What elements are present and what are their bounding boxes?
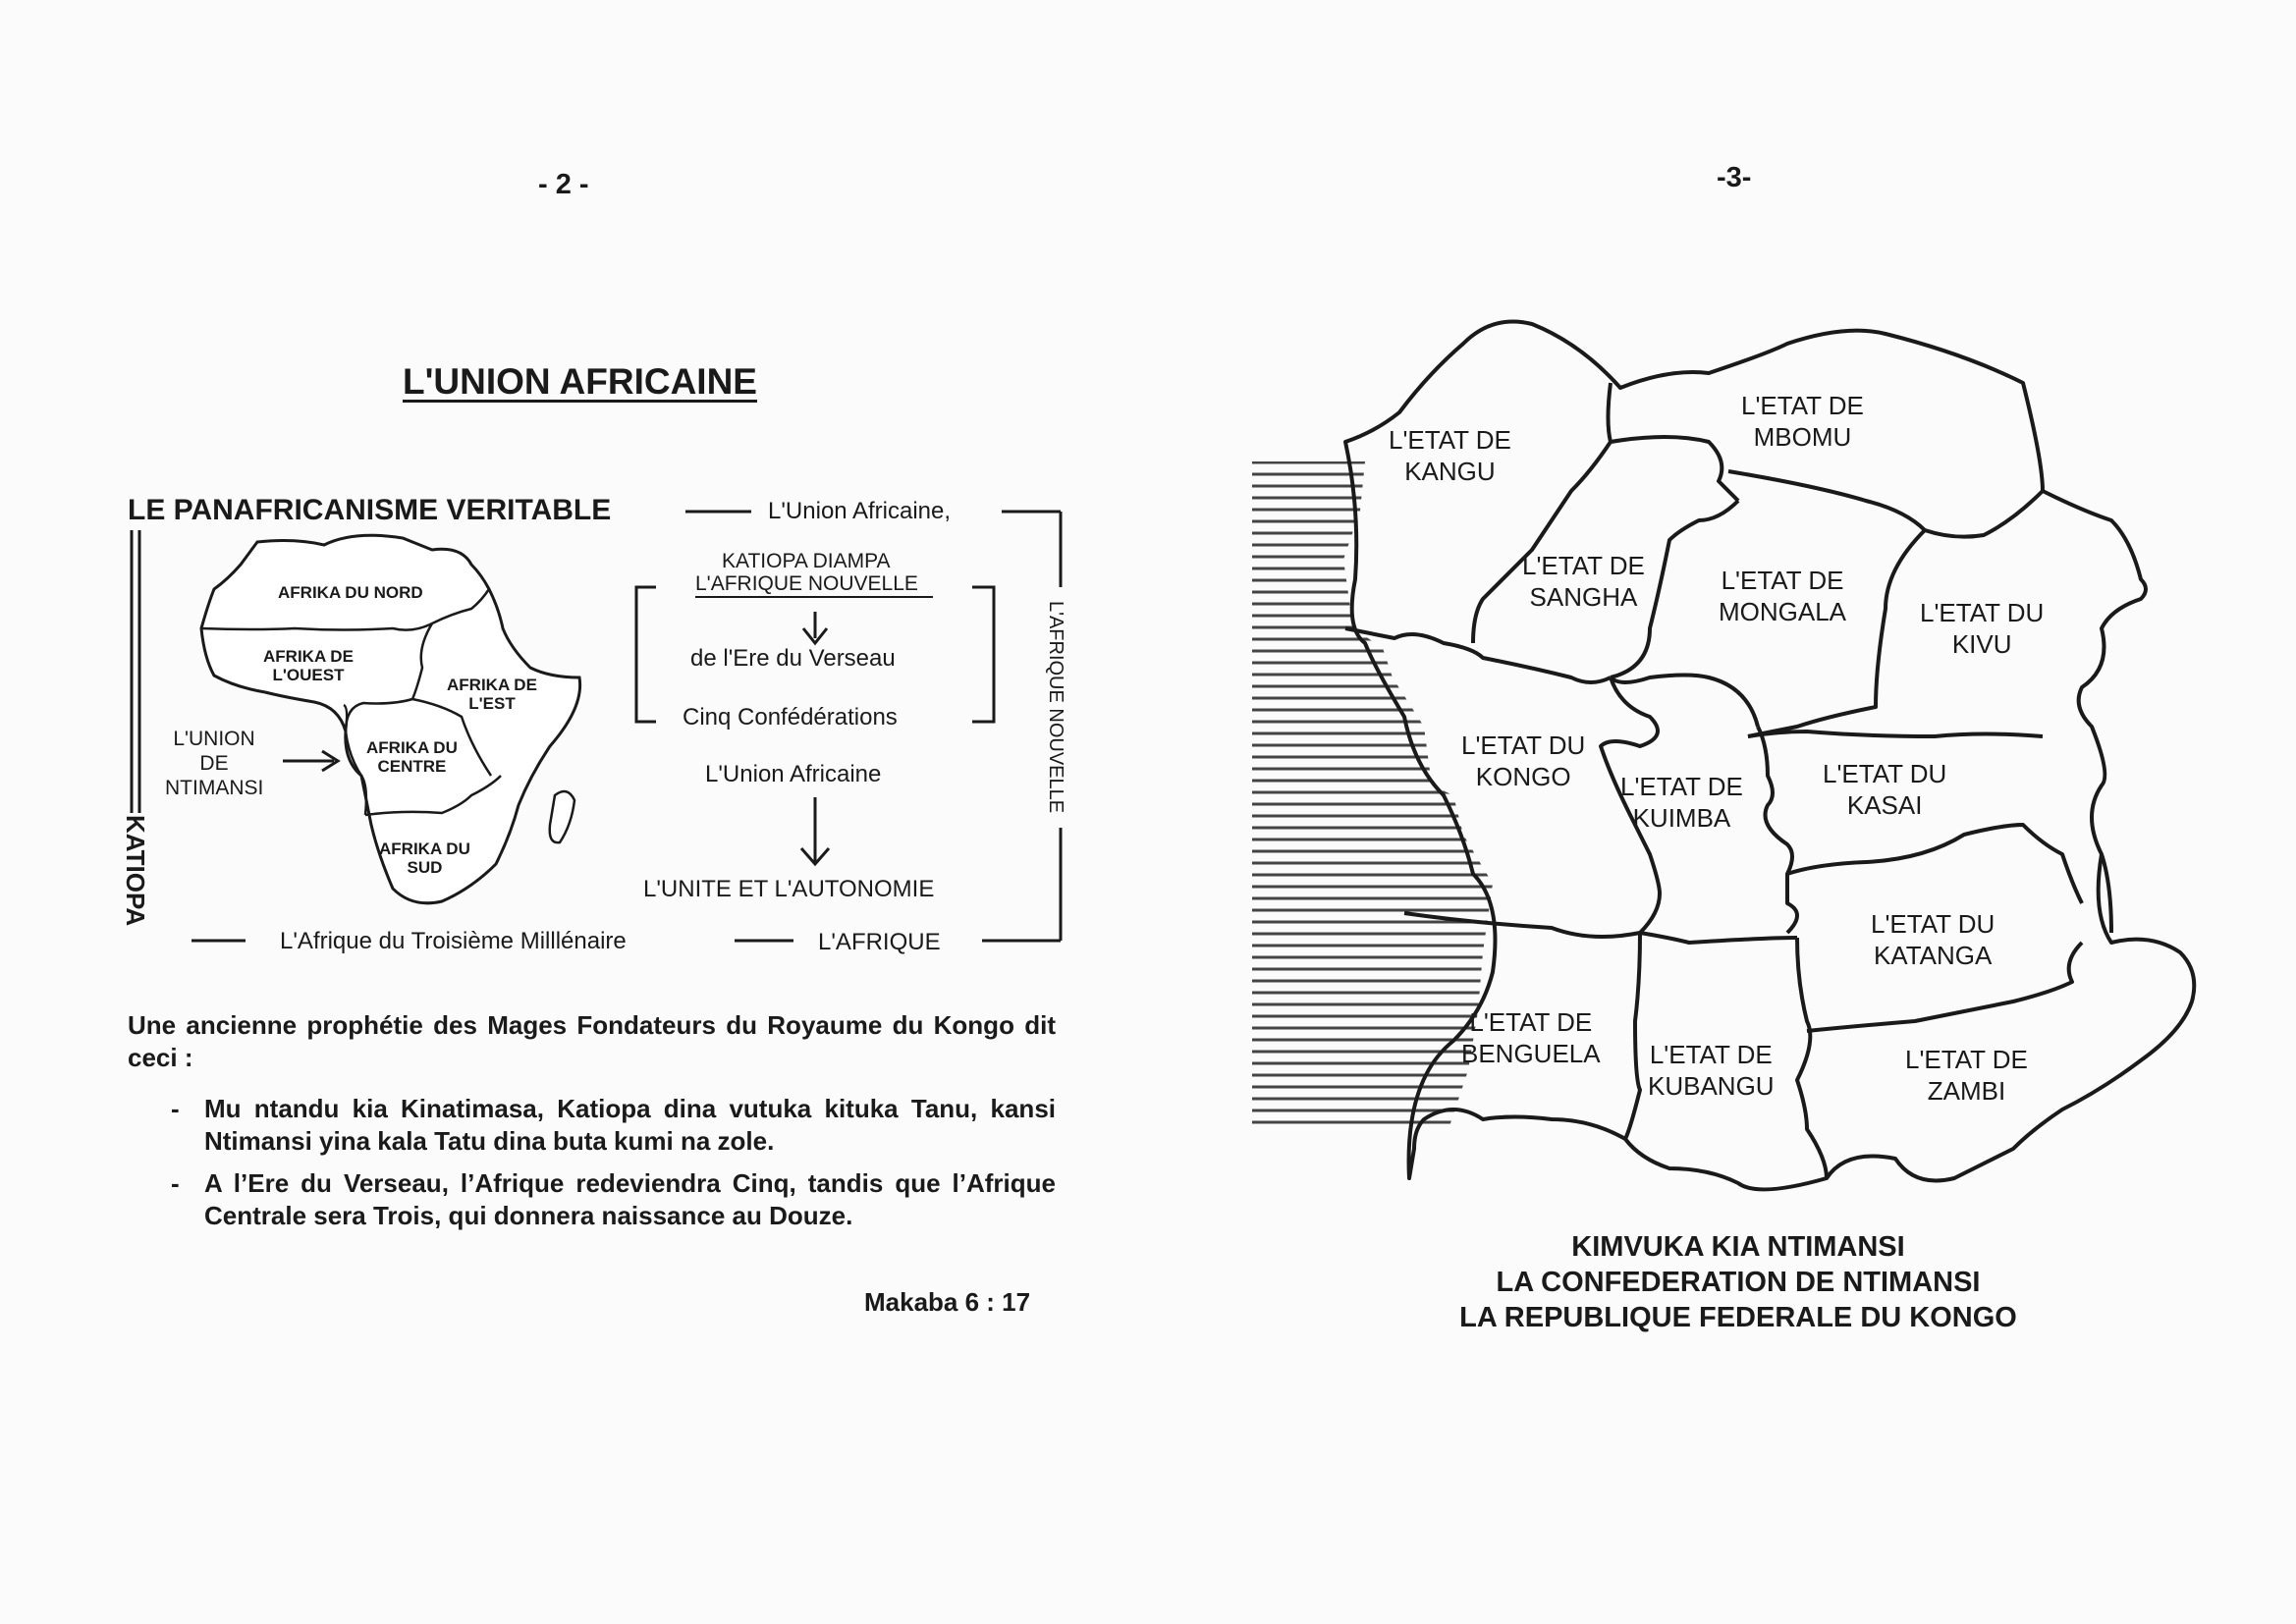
state-kasai-line-1: L'ETAT DU — [1823, 759, 1947, 788]
ere-du-verseau: de l'Ere du Verseau — [690, 645, 896, 672]
state-zambi — [1905, 1044, 2028, 1107]
region-south-line-1: AFRIKA DU — [379, 839, 470, 858]
state-kuimba-line-1: L'ETAT DE — [1620, 772, 1743, 801]
state-kubangu-line-1: L'ETAT DE — [1649, 1040, 1773, 1069]
union-ntimansi-line-3: NTIMANSI — [165, 777, 264, 799]
state-katanga-line-2: KATANGA — [1873, 941, 1993, 970]
prophecy-intro: Une ancienne prophétie des Mages Fondateurs du Royaume du Kongo dit ceci : — [128, 1010, 1056, 1072]
union-africaine-top: L'Union Africaine, — [768, 498, 952, 524]
state-benguela — [1461, 1006, 1601, 1069]
map-caption — [1394, 1229, 2082, 1335]
prophecy-french: - A l’Ere du Verseau, l’Afrique redeviendra Cinq, tandis que l’Afrique Centrale sera Trois, qui donnera naissance au Douze. — [128, 1167, 1056, 1232]
state-mongala-line-2: MONGALA — [1719, 597, 1847, 626]
state-kubangu — [1648, 1039, 1775, 1102]
state-benguela-line-2: BENGUELA — [1461, 1039, 1601, 1068]
caption-line-3: LA REPUBLIQUE FEDERALE DU KONGO — [1459, 1302, 2017, 1333]
state-katanga — [1871, 908, 1995, 971]
region-west-line-2: L'OUEST — [272, 666, 345, 684]
state-mongala — [1719, 565, 1846, 627]
state-sangha — [1522, 550, 1645, 613]
katiopa-diampa: KATIOPA DIAMPA — [722, 550, 891, 572]
afrique-nouvelle-box: L'AFRIQUE NOUVELLE — [695, 572, 918, 595]
ocean-hatching — [1252, 461, 1493, 1129]
page-title: L'UNION AFRICAINE — [403, 361, 757, 402]
state-mbomu-line-1: L'ETAT DE — [1741, 391, 1864, 420]
state-sangha-line-1: L'ETAT DE — [1522, 551, 1645, 580]
region-west-line-1: AFRIKA DE — [263, 647, 354, 666]
state-kangu-line-1: L'ETAT DE — [1389, 425, 1511, 455]
state-kivu-line-2: KIVU — [1951, 629, 2012, 659]
state-zambi-line-2: ZAMBI — [1927, 1076, 2006, 1106]
page-number-right: -3- — [1717, 162, 1752, 193]
region-centre-line-2: CENTRE — [377, 757, 447, 776]
afrique-bottom: L'AFRIQUE — [818, 929, 941, 955]
troisieme-millenaire: L'Afrique du Troisième Milllénaire — [280, 928, 627, 954]
union-ntimansi-line-1: L'UNION — [173, 728, 255, 750]
region-east-line-2: L'EST — [468, 694, 516, 713]
state-kivu-line-1: L'ETAT DU — [1920, 598, 2045, 627]
state-kivu — [1920, 597, 2044, 660]
state-kuimba-line-2: KUIMBA — [1632, 803, 1731, 833]
caption-line-1: KIMVUKA KIA NTIMANSI — [1571, 1231, 1905, 1263]
state-kongo-line-1: L'ETAT DU — [1461, 731, 1586, 760]
union-ntimansi-line-2: DE — [199, 752, 229, 775]
state-mbomu — [1741, 390, 1864, 453]
cinq-confederations: Cinq Confédérations — [683, 704, 898, 731]
state-katanga-line-1: L'ETAT DU — [1871, 909, 1995, 939]
state-mbomu-line-2: MBOMU — [1753, 422, 1852, 452]
state-zambi-line-1: L'ETAT DE — [1905, 1045, 2028, 1074]
region-south-line-2: SUD — [407, 858, 443, 877]
state-kasai — [1823, 758, 1946, 821]
state-kangu-line-2: KANGU — [1404, 457, 1496, 486]
union-africaine-mid: L'Union Africaine — [705, 761, 882, 787]
state-kongo — [1461, 730, 1585, 792]
region-east-line-1: AFRIKA DE — [447, 676, 537, 694]
region-north: AFRIKA DU NORD — [278, 583, 423, 602]
caption-line-2: LA CONFEDERATION DE NTIMANSI — [1496, 1267, 1981, 1298]
state-kubangu-line-2: KUBANGU — [1648, 1071, 1775, 1101]
katiopa-vertical: KATIOPA — [121, 815, 150, 927]
region-centre-line-1: AFRIKA DU — [366, 738, 458, 757]
state-benguela-line-1: L'ETAT DE — [1469, 1007, 1593, 1037]
scripture-reference: Makaba 6 : 17 — [864, 1287, 1031, 1317]
page-number-left: - 2 - — [538, 169, 589, 200]
state-kongo-line-2: KONGO — [1475, 762, 1571, 791]
panafricanism-label: LE PANAFRICANISME VERITABLE — [128, 494, 612, 526]
afrique-nouvelle-vertical: L'AFRIQUE NOUVELLE — [1045, 601, 1066, 814]
state-mongala-line-1: L'ETAT DE — [1721, 566, 1844, 595]
prophecy-kikongo: - Mu ntandu kia Kinatimasa, Katiopa dina vutuka kituka Tanu, kansi Ntimansi yina kala Tatu dina buta kumi na zole. — [128, 1093, 1056, 1158]
state-kasai-line-2: KASAI — [1846, 790, 1923, 820]
unite-autonomie: L'UNITE ET L'AUTONOMIE — [643, 876, 935, 902]
state-sangha-line-2: SANGHA — [1529, 582, 1638, 612]
state-kangu — [1389, 424, 1511, 487]
state-kuimba — [1620, 771, 1743, 834]
